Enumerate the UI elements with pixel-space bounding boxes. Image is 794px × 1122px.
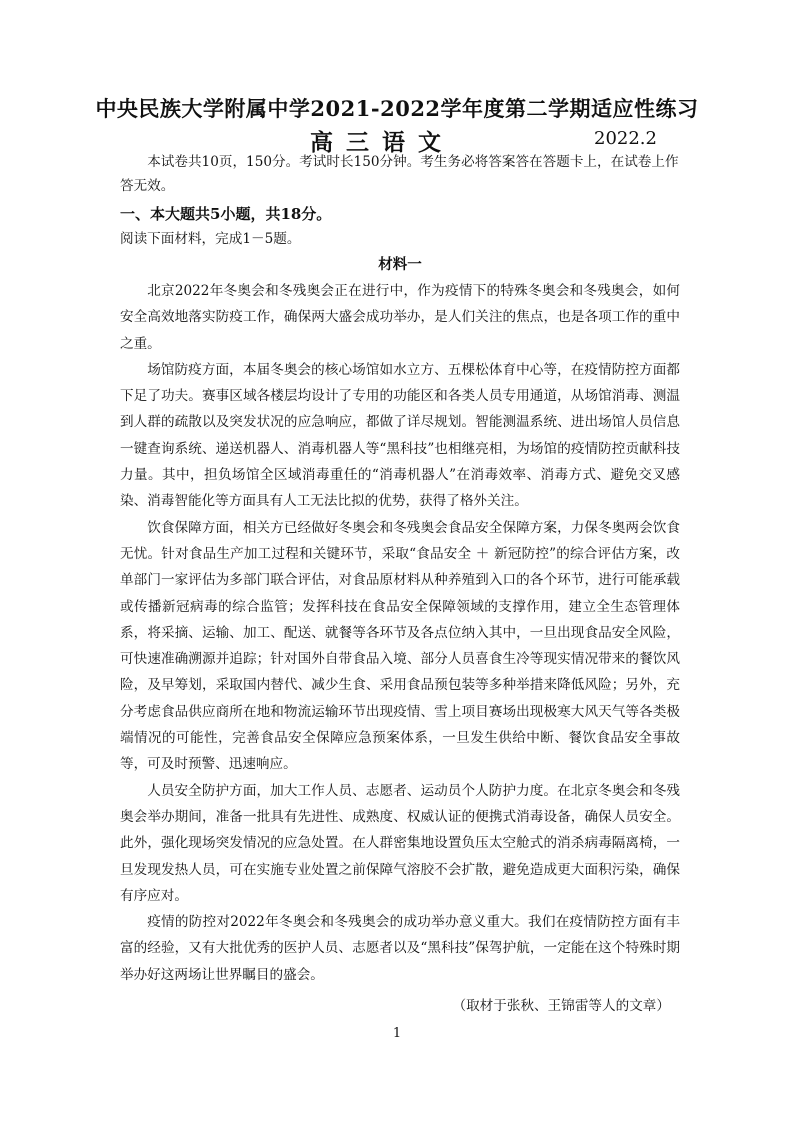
material-paragraph: 饮食保障方面，相关方已经做好冬奥会和冬残奥会食品安全保障方案，力保冬奥两会饮食无忧。针对食品生产加工过程和关键环节，采取“食品安全 ＋ 新冠防控”的综合评估方案，改单部门一家评估为多部门联合评估，对食品原材料从种养殖到入口的各个环节，进行可能承载或传播新冠病毒的综合监管；发挥科技在食品安全保障领域的支撑作用，建立全生态管理体系，将采摘、运输、加工、配送、就餐等各环节及各点位纳入其中，一旦出现食品安全风险，可快速准确溯源并追踪；针对国外自带食品入境、部分人员喜食生冷等现实情况带来的餐饮风险，及早筹划，采取国内替代、减少生食、采用食品预包装等多种举措来降低风险；另外，充分考虑食品供应商所在地和物流运输环节出现疫情、雪上项目赛场出现极寒大风天气等各类极端情况的可能性，完善食品安全保障应急预案体系，一旦发生供给中断、餐饮食品安全事故等，可及时预警、迅速响应。	[120, 519, 680, 773]
exam-body	[120, 150, 680, 1020]
subject-title: 高三语文	[310, 129, 454, 156]
page-number: 1	[392, 1026, 402, 1041]
reading-instruction: 阅读下面材料，完成1－5题。	[120, 231, 301, 247]
exam-title: 中央民族大学附属中学2021-2022学年度第二学期适应性练习	[95, 96, 699, 121]
exam-date: 2022.2	[594, 128, 657, 149]
material-source: （取材于张秋、王锦雷等人的文章）	[452, 998, 670, 1015]
material-title: 材料一	[378, 256, 422, 273]
material-paragraph: 场馆防疫方面，本届冬奥会的核心场馆如水立方、五棵松体育中心等，在疫情防控方面都下足了功夫。赛事区域各楼层均设计了专用的功能区和各类人员专用通道，从场馆消毒、测温到人群的疏散以及突发状况的应急响应，都做了详尽规划。智能测温系统、进出场馆人员信息一键查询系统、递送机器人、消毒机器人等“黑科技”也相继亮相，为场馆的疫情防控贡献科技力量。其中，担负场馆全区域消毒重任的“消毒机器人”在消毒效率、消毒方式、避免交叉感染、消毒智能化等方面具有人工无法比拟的优势，获得了格外关注。	[120, 361, 680, 510]
material-paragraph: 疫情的防控对2022年冬奥会和冬残奥会的成功举办意义重大。我们在疫情防控方面有丰富的经验，又有大批优秀的医护人员、志愿者以及“黑科技”保驾护航，一定能在这个特殊时期举办好这两场让世界瞩目的盛会。	[120, 914, 680, 983]
material-paragraph: 北京2022年冬奥会和冬残奥会正在进行中，作为疫情下的特殊冬奥会和冬残奥会，如何安全高效地落实防疫工作，确保两大盛会成功举办，是人们关注的焦点，也是各项工作的重中之重。	[120, 283, 680, 352]
exam-instructions: 本试卷共10页，150分。考试时长150分钟。考生务必将答案答在答题卡上，在试卷上作答无效。	[120, 154, 679, 194]
material-paragraph: 人员安全防护方面，加大工作人员、志愿者、运动员个人防护力度。在北京冬奥会和冬残奥会举办期间，准备一批具有先进性、成熟度、权威认证的便携式消毒设备，确保人员安全。此外，强化现场突发情况的应急处置。在人群密集地设置负压太空舱式的消杀病毒隔离椅，一旦发现发热人员，可在实施专业处置之前保障气溶胶不会扩散，避免造成更大面积污染，确保有序应对。	[120, 782, 680, 904]
section-heading: 一、本大题共5小题，共18分。	[120, 205, 332, 223]
